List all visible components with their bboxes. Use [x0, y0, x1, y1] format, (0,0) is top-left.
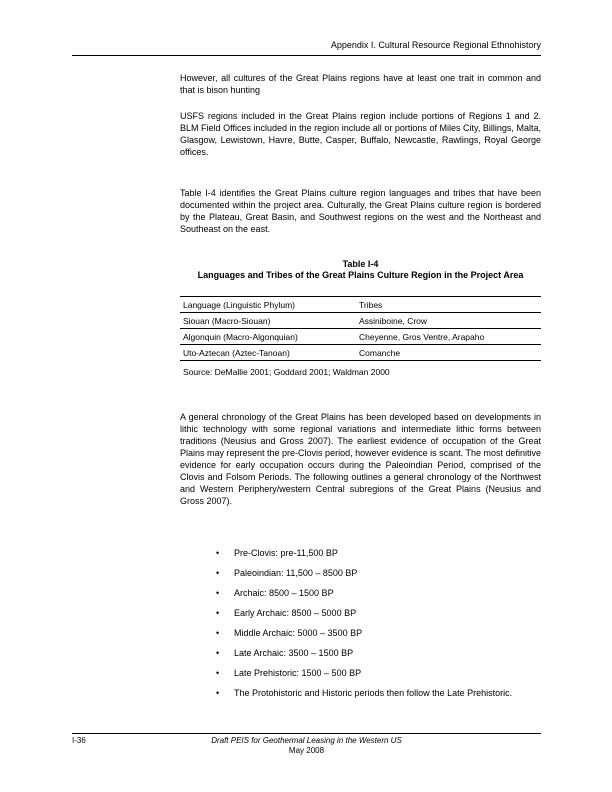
chronology-list [180, 547, 541, 707]
list-item-text: Late Prehistoric: 1500 – 500 BP [234, 668, 362, 678]
list-item-text: Early Archaic: 8500 – 5000 BP [234, 608, 357, 618]
list-item-text: Pre-Clovis: pre-11,500 BP [234, 548, 338, 558]
bullet-icon: • [216, 608, 220, 618]
bullet-icon: • [216, 568, 220, 578]
footer-document-title: Draft PEIS for Geothermal Leasing in the Western US [211, 736, 402, 745]
list-item-text: Paleoindian: 11,500 – 8500 BP [234, 568, 358, 578]
table-source-note: Source: DeMallie 2001; Goddard 2001; Waldman 2000 [183, 367, 390, 377]
table-cell: Comanche [356, 345, 541, 361]
list-item-text: Archaic: 8500 – 1500 BP [234, 588, 334, 598]
bullet-icon: • [216, 688, 220, 698]
page-number: I-36 [72, 736, 86, 745]
list-item [180, 667, 541, 679]
table-row [180, 345, 541, 361]
table-header-cell: Tribes [356, 297, 541, 313]
bullet-icon: • [216, 548, 220, 558]
table-header-cell: Language (Linguistic Phylum) [180, 297, 356, 313]
list-item-text: The Protohistoric and Historic periods then follow the Late Prehistoric. [234, 688, 513, 698]
list-item [180, 587, 541, 599]
paragraph-usfs-regions: USFS regions included in the Great Plains region include portions of Regions 1 and 2. BLM Field Offices included in the region include all or portions of Miles City, Billings, Malta, Glasgow, Lewistown, Havre, Butte, Casper, Buffalo, Newcastle, Rawlings, Royal George offices. [180, 111, 541, 157]
bullet-icon: • [216, 628, 220, 638]
table-header-row [180, 297, 541, 313]
table-caption [180, 259, 541, 280]
table-cell: Uto-Aztecan (Aztec-Tanoan) [180, 345, 356, 361]
list-item [180, 607, 541, 619]
table-row [180, 313, 541, 329]
languages-tribes-table [180, 296, 541, 361]
footer-rule [72, 733, 541, 734]
paragraph-table-intro: Table I-4 identifies the Great Plains culture region languages and tribes that have been documented within the project area. Culturally, the Great Plains culture region is bordered by the Plateau, Great Basin, and Southwest regions on the west and the Northeast and Southeast on the east. [180, 188, 541, 234]
bullet-icon: • [216, 588, 220, 598]
table-cell: Assiniboine, Crow [356, 313, 541, 329]
paragraph-chronology: A general chronology of the Great Plains has been developed based on developments in lithic technology with some regional variations and intermediate lithic forms between traditions (Neusius and Gross 2007). The earliest evidence of occupation of the Great Plains may represent the pre-Clovis period, however evidence is scant. The most definitive evidence for early occupation occurs during the Paleoindian Period, comprised of the Clovis and Folsom Periods. The following outlines a general chronology of the Northwest and Western Periphery/western Central subregions of the Great Plains (Neusius and Gross 2007). [180, 412, 542, 506]
list-item [180, 647, 541, 659]
table-cell: Cheyenne, Gros Ventre, Arapaho [356, 329, 541, 345]
list-item [180, 547, 541, 559]
list-item-text: Late Archaic: 3500 – 1500 BP [234, 648, 354, 658]
bullet-icon: • [216, 648, 220, 658]
header-rule [72, 55, 541, 56]
table-caption-text: Languages and Tribes of the Great Plains Culture Region in the Project Area [197, 269, 524, 280]
table-label: Table I-4 [342, 259, 379, 269]
table-row [180, 329, 541, 345]
bullet-icon: • [216, 668, 220, 678]
table-cell: Algonquin (Macro-Algonquian) [180, 329, 356, 345]
list-item [180, 687, 541, 699]
list-item-text: Middle Archaic: 5000 – 3500 BP [234, 628, 363, 638]
footer-date: May 2008 [288, 746, 325, 755]
paragraph-bison-hunting: However, all cultures of the Great Plains regions have at least one trait in common and that is bison hunting [180, 73, 541, 95]
table-cell: Siouan (Macro-Siouan) [180, 313, 356, 329]
list-item [180, 567, 541, 579]
list-item [180, 627, 541, 639]
running-header: Appendix I. Cultural Resource Regional Ethnohistory [330, 40, 541, 50]
